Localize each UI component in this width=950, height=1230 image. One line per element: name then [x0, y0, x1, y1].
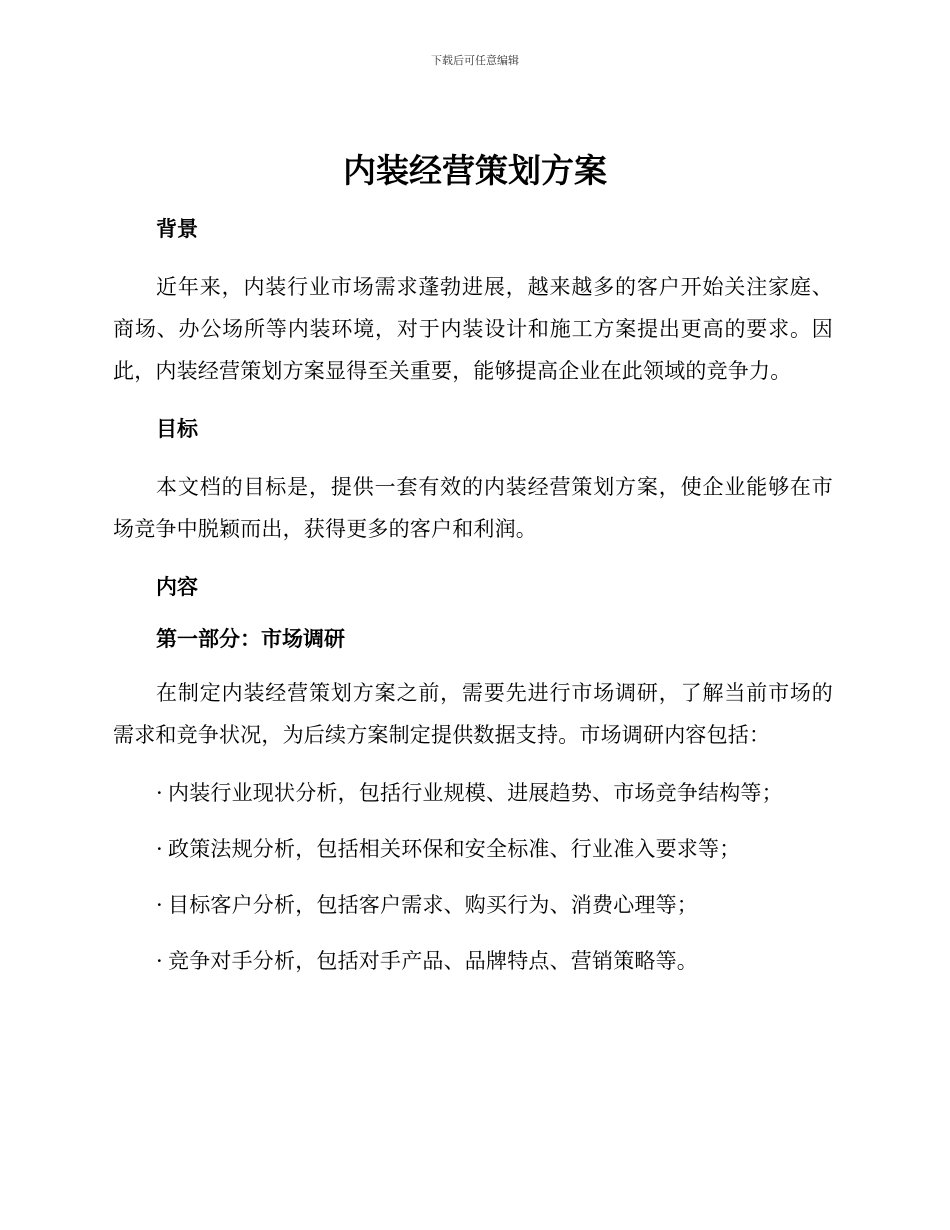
document-body: [113, 200, 833, 976]
list-item-text: 目标客户分析，包括客户需求、购买行为、消费心理等；: [168, 893, 698, 917]
list-item: [113, 778, 833, 808]
bullet-symbol: ·: [156, 949, 163, 973]
list-item: [113, 946, 833, 976]
section-heading-goal: 目标: [156, 417, 198, 441]
paragraph-background: 近年来，内装行业市场需求蓬勃进展，越来越多的客户开始关注家庭、商场、办公场所等内装环境，对于内装设计和施工方案提出更高的要求。因此，内装经营策划方案显得至关重要，能够提高企业在此领域的竞争力。: [113, 275, 833, 383]
list-item-text: 竞争对手分析，包括对手产品、品牌特点、营销策略等。: [168, 949, 698, 973]
list-item-text: 政策法规分析，包括相关环保和安全标准、行业准入要求等；: [168, 837, 741, 861]
section-heading-content: 内容: [156, 575, 198, 599]
header-note: 下载后可任意编辑: [431, 54, 519, 67]
paragraph-part1: 在制定内装经营策划方案之前，需要先进行市场调研，了解当前市场的需求和竞争状况，为后续方案制定提供数据支持。市场调研内容包括：: [113, 681, 833, 747]
bullet-symbol: ·: [156, 781, 163, 805]
list-item: [113, 834, 833, 864]
bullet-symbol: ·: [156, 893, 163, 917]
paragraph-goal: 本文档的目标是，提供一套有效的内装经营策划方案，使企业能够在市场竞争中脱颖而出，获得更多的客户和利润。: [113, 475, 833, 541]
bullet-symbol: ·: [156, 837, 163, 861]
section-heading-background: 背景: [156, 217, 198, 241]
subsection-heading-part1: 第一部分：市场调研: [156, 627, 345, 651]
document-title: 内装经营策划方案: [343, 151, 607, 190]
list-item-text: 内装行业现状分析，包括行业规模、进展趋势、市场竞争结构等；: [168, 781, 783, 805]
list-item: [113, 890, 833, 920]
